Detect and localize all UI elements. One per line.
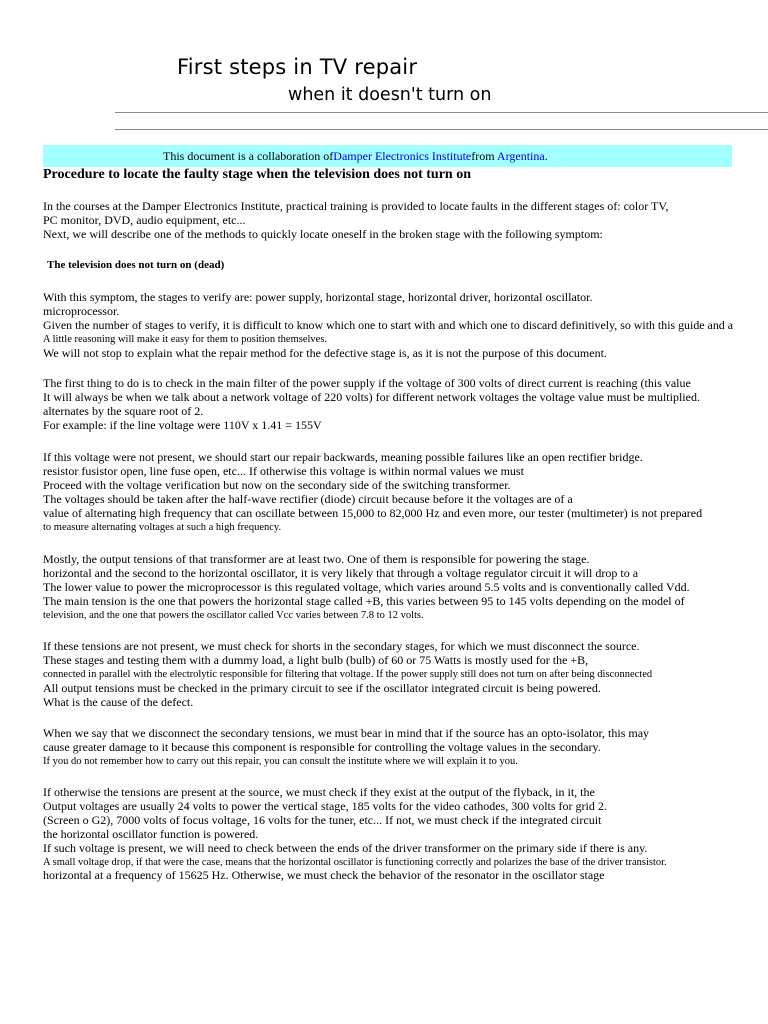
paragraph xyxy=(43,727,733,769)
symptom-heading: The television does not turn on (dead) xyxy=(47,259,225,271)
text-line: Next, we will describe one of the methods to quickly locate oneself in the broken stage with the following symptom: xyxy=(43,226,603,241)
text-line: If these tensions are not present, we must check for shorts in the secondary stages, for which we must disconnect the source. xyxy=(43,639,640,653)
text-line: If otherwise the tensions are present at the source, we must check if they exist at the output of the flyback, in it, the xyxy=(43,785,595,799)
text-line: The first thing to do is to check in the main filter of the power supply if the voltage of 300 volts of direct current is reaching (this value xyxy=(43,376,691,390)
document-title: First steps in TV repair xyxy=(177,55,418,79)
paragraph xyxy=(43,553,733,623)
text-line: All output tensions must be checked in the primary circuit to see if the oscillator integrated circuit is being powered. xyxy=(43,680,601,695)
text-line: horizontal and the second to the horizontal oscillator, it is very likely that through a voltage regulator circuit it will drop to a xyxy=(43,565,639,580)
text-line: With this symptom, the stages to verify are: power supply, horizontal stage, horizontal driver, horizontal oscillator. xyxy=(43,290,593,304)
text-line: A little reasoning will make it easy for them to position themselves. xyxy=(43,333,328,345)
paragraph xyxy=(43,291,733,361)
horizontal-rule xyxy=(115,112,768,113)
text-line: It will always be when we talk about a network voltage of 220 volts) for different network voltages the voltage value must be multiplied. xyxy=(43,389,700,404)
text-line: PC monitor, DVD, audio equipment, etc... xyxy=(43,212,246,227)
text-line: value of alternating high frequency that can oscillate between 15,000 to 82,000 Hz and even more, our tester (multimeter) is not prepared xyxy=(43,505,703,520)
text-line: Output voltages are usually 24 volts to power the vertical stage, 185 volts for the video cathodes, 300 volts for grid 2. xyxy=(43,798,607,813)
paragraph xyxy=(43,786,733,883)
text-line: microprocessor. xyxy=(43,303,120,318)
paragraph xyxy=(43,640,733,710)
text-line: alternates by the square root of 2. xyxy=(43,403,204,418)
text-line: Mostly, the output tensions of that transformer are at least two. One of them is responsible for powering the stage. xyxy=(43,552,590,566)
country-link[interactable]: Argentina xyxy=(496,149,545,163)
text-line: For example: if the line voltage were 110V x 1.41 = 155V xyxy=(43,417,322,432)
section-heading: Procedure to locate the faulty stage when the television does not turn on xyxy=(43,167,471,182)
text-line: to measure alternating voltages at such a high frequency. xyxy=(43,521,282,533)
text-line: cause greater damage to it because this component is responsible for controlling the voltage values in the secondary. xyxy=(43,739,601,754)
text-line: connected in parallel with the electrolytic responsible for filtering that voltage. If the power supply still does not turn on after being disconnected xyxy=(43,668,653,680)
text-line: If such voltage is present, we will need to check between the ends of the driver transformer on the primary side if there is any. xyxy=(43,840,648,855)
banner-middle: from xyxy=(471,149,497,163)
text-line: horizontal at a frequency of 15625 Hz. Otherwise, we must check the behavior of the resonator in the oscillator stage xyxy=(43,868,605,883)
text-line: In the courses at the Damper Electronics Institute, practical training is provided to locate faults in the different stages of: color TV, xyxy=(43,199,669,213)
banner-prefix: This document is a collaboration of xyxy=(163,149,334,163)
text-line: the horizontal oscillator function is powered. xyxy=(43,826,259,841)
text-line: The main tension is the one that powers the horizontal stage called +B, this varies between 95 to 145 volts depending on the model of xyxy=(43,593,685,608)
text-line: If this voltage were not present, we should start our repair backwards, meaning possible failures like an open rectifier bridge. xyxy=(43,450,643,464)
document-subtitle: when it doesn't turn on xyxy=(288,85,492,105)
text-line: A small voltage drop, if that were the case, means that the horizontal oscillator is functioning correctly and polarizes the base of the driver transistor. xyxy=(43,856,667,868)
text-line: The lower value to power the microprocessor is this regulated voltage, which varies around 5.5 volts and is conventionally called Vdd. xyxy=(43,579,690,594)
text-line: resistor fusistor open, line fuse open, etc... If otherwise this voltage is within normal values we must xyxy=(43,463,524,478)
collaboration-banner xyxy=(43,145,732,167)
text-line: When we say that we disconnect the secondary tensions, we must bear in mind that if the source has an opto-isolator, this may xyxy=(43,726,650,740)
text-line: Proceed with the voltage verification but now on the secondary side of the switching transformer. xyxy=(43,477,511,492)
text-line: (Screen o G2), 7000 volts of focus voltage, 16 volts for the tuner, etc... If not, we must check if the integrated circuit xyxy=(43,812,602,827)
intro-paragraph xyxy=(43,200,733,242)
text-line: Given the number of stages to verify, it is difficult to know which one to start with and which one to discard definitively, so with this guide and a xyxy=(43,317,733,332)
text-line: We will not stop to explain what the repair method for the defective stage is, as it is not the purpose of this document. xyxy=(43,345,607,360)
banner-suffix: . xyxy=(544,149,548,163)
text-line: What is the cause of the defect. xyxy=(43,694,194,709)
paragraph xyxy=(43,451,733,534)
institute-link[interactable]: Damper Electronics Institute xyxy=(333,149,472,163)
text-line: These stages and testing them with a dummy load, a light bulb (bulb) of 60 or 75 Watts is mostly used for the +B, xyxy=(43,652,589,667)
text-line: television, and the one that powers the oscillator called Vcc varies between 7.8 to 12 volts. xyxy=(43,609,424,621)
paragraph xyxy=(43,377,733,433)
text-line: The voltages should be taken after the half-wave rectifier (diode) circuit because before it the voltages are of a xyxy=(43,491,573,506)
horizontal-rule xyxy=(115,129,768,130)
text-line: If you do not remember how to carry out this repair, you can consult the institute where we will explain it to you. xyxy=(43,755,518,767)
